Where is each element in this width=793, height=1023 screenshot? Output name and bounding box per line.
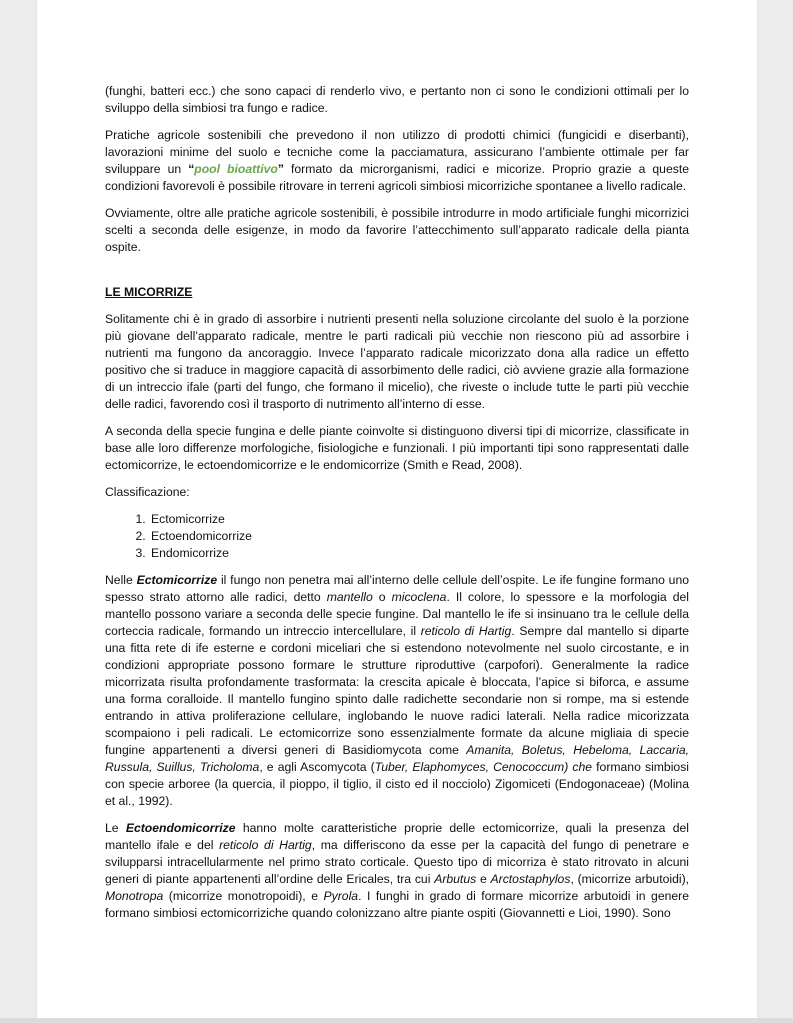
list-item: 2. Ectoendomicorrize bbox=[149, 528, 689, 545]
section-heading: LE MICORRIZE bbox=[105, 285, 193, 299]
paragraph-ectoendomicorrize: Le Ectoendomicorrize hanno molte caratteristiche proprie delle ectomicorrize, quali la presenza del mantello ifale e del reticolo di Hartig, ma differiscono da esse per la capacità del fungo di penetrare e svilupparsi intracellularmente nel primo strato corticale. Questo tipo di micorriza è stato ritrovato in alcuni generi di piante appartenenti all’ordine delle Ericales, tra cui Arbutus e Arctostaphylos, (micorrize arbutoidi), Monotropa (micorrize monotropoidi), e Pyrola. I funghi in grado di formare micorrize arbutoidi in genere formano simbiosi ectomicorriziche quando colonizzano altre piante ospiti (Giovannetti e Lioi, 1990). Sono bbox=[105, 821, 690, 920]
paragraph-absorption: Solitamente chi è in grado di assorbire i nutrienti presenti nella soluzione circolante del suolo è la porzione più giovane dell’apparato radicale, mentre le parti radicali più vecchie non riescono più ad assorbire i nutrienti ma fungono da ancoraggio. Invece l’apparato radicale micorizzato dona alla radice un effetto positivo che si traduce in maggiore capacità di assorbimento delle radici, ciò avviene grazie alla formazione di un intreccio ifale (parti del fungo, che formano il micelio), che riveste o include tutte le parti più vecchie delle radici, favorendo così il trasporto di nutrimento all’interno di esse. bbox=[105, 312, 689, 411]
paragraph-types: A seconda della specie fungina e delle piante coinvolte si distinguono diversi tipi di micorrize, classificate in base alle loro differenze morfologiche, fisiologiche e funzionali. I più importanti tipi sono rappresentati dalle ectomicorrize, le ectoendomicorrize e le endomicorrize (Smith e Read, 2008). bbox=[105, 424, 689, 472]
paragraph-artificial-introduction: Ovviamente, oltre alle pratiche agricole sostenibili, è possibile introdurre in modo artificiale funghi micorrizici scelti a seconda delle esigenze, in modo da favorire l’attecchimento sull’apparato radicale della pianta ospite. bbox=[105, 206, 689, 254]
pool-bioattivo-term: pool bioattivo bbox=[194, 162, 278, 176]
paragraph-sustainable-practices: Pratiche agricole sostenibili che prevedono il non utilizzo di prodotti chimici (fungicidi e diserbanti), lavorazioni minime del suolo e tecniche come la pacciamatura, assicurano l’ambiente ottimale per far sviluppare un “pool bioattivo” formato da microrganismi, radici e micorize. Proprio grazie a queste condizioni favorevoli è possibile ritrovare in terreni agricoli simbiosi micorriziche spontanee a livello radicale. bbox=[105, 128, 689, 193]
classification-label: Classificazione: bbox=[105, 485, 190, 499]
list-item: 1. Ectomicorrize bbox=[149, 511, 689, 528]
paragraph-intro: (funghi, batteri ecc.) che sono capaci di renderlo vivo, e pertanto non ci sono le condizioni ottimali per lo sviluppo della simbiosi tra fungo e radice. bbox=[105, 84, 689, 115]
page-bottom-edge bbox=[0, 1018, 793, 1023]
list-item: 3. Endomicorrize bbox=[149, 545, 689, 562]
document-page bbox=[37, 0, 757, 1018]
classification-list bbox=[105, 511, 689, 562]
paragraph-ectomicorrize: Nelle Ectomicorrize il fungo non penetra mai all’interno delle cellule dell’ospite. Le ife fungine formano uno spesso strato attorno alle radici, detto mantello o micoclena. Il colore, lo spessore e la morfologia del mantello possono variare a seconda delle specie fungine. Dal mantello le ife si insinuano tra le cellule della corteccia radicale, formando un intreccio intercellulare, il reticolo di Hartig. Sempre dal mantello si diparte una fitta rete di ife esterne e cordoni miceliari che si estendono notevolmente nel suolo circostante, e in condizioni appropriate possono formare le strutture riproduttive (carpofori). Generalmente la radice micorrizata risulta profondamente trasformata: la crescita apicale è bloccata, l’apice si biforca, e assume una forma coralloide. Il mantello fungino spinto dalle radichette secondarie non si rompe, ma si estende entrando in attiva proliferazione cellulare, inglobando le nuove radici laterali. Nella radice micorizzata scompaiono i peli radicali. Le ectomicorrize sono essenzialmente formate da alcune migliaia di specie fungine appartenenti a diversi generi di Basidiomycota come Amanita, Boletus, Hebeloma, Laccaria, Russula, Suillus, Tricholoma, e agli Ascomycota (Tuber, Elaphomyces, Cenococcum) che formano simbiosi con specie arboree (la quercia, il pioppo, il tiglio, il cisto ed il nocciolo) Zigomiceti (Endogonaceae) (Molina et al., 1992). bbox=[105, 573, 689, 808]
document-content bbox=[105, 83, 689, 922]
